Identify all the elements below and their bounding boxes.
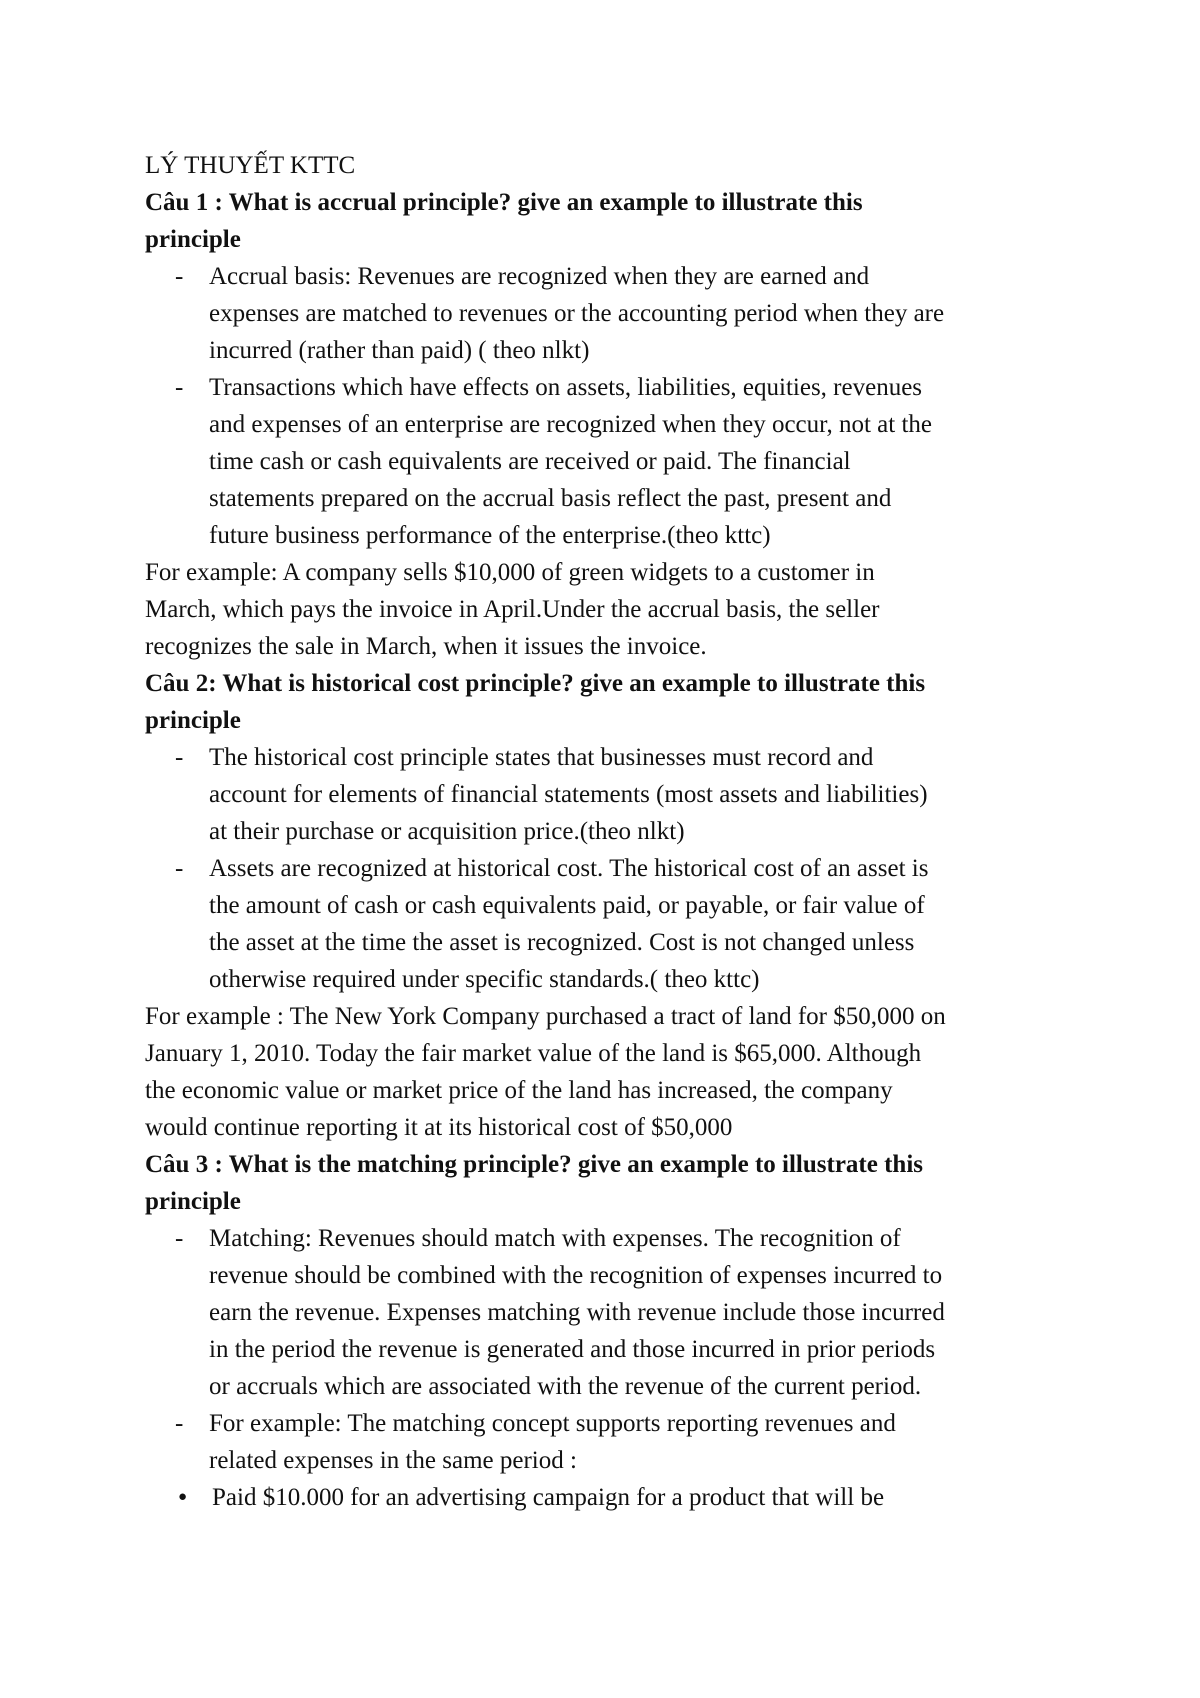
dash-marker: - [175,1410,184,1437]
dash-marker: - [175,374,184,401]
dash-marker: - [175,744,184,771]
question-3-heading: Câu 3 : What is the matching principle? give an example to illustrate this principle [145,1151,924,1215]
dash-marker: - [175,1225,184,1252]
document-body [145,147,1075,1516]
document-title: LÝ THUYẾT KTTC [145,152,356,179]
question-2-heading: Câu 2: What is historical cost principle? give an example to illustrate this principle [145,670,926,734]
question-1-heading: Câu 1 : What is accrual principle? give an example to illustrate this principle [145,189,863,253]
list-item: - Transactions which have effects on assets, liabilities, equities, revenues and expenses of an enterprise are recognized when they occur, not at the time cash or cash equivalents are received or paid. The financial statements prepared on the accrual basis reflect the past, present and future business performance of the enterprise.(theo kttc) [145,369,1075,554]
bullet-dot-icon: ● [178,1489,188,1505]
list-item: - Matching: Revenues should match with expenses. The recognition of revenue should be combined with the recognition of expenses incurred to earn the revenue. Expenses matching with revenue include those incurred in the period the revenue is generated and those incurred in prior periods or accruals which are associated with the revenue of the current period. [145,1220,1075,1405]
question-1-example: For example: A company sells $10,000 of green widgets to a customer in March, which pays the invoice in April.Under the accrual basis, the seller recognizes the sale in March, when it issues the invoice. [145,559,880,660]
dash-marker: - [175,263,184,290]
list-item: - For example: The matching concept supports reporting revenues and related expenses in the same period : [145,1405,1075,1479]
list-item: - Accrual basis: Revenues are recognized when they are earned and expenses are matched to revenues or the accounting period when they are incurred (rather than paid) ( theo nlkt) [145,258,1075,369]
list-item: - The historical cost principle states that businesses must record and account for elements of financial statements (most assets and liabilities) at their purchase or acquisition price.(theo nlkt) [145,739,1075,850]
list-item: - Assets are recognized at historical cost. The historical cost of an asset is the amount of cash or cash equivalents paid, or payable, or fair value of the asset at the time the asset is recognized. Cost is not changed unless otherwise required under specific standards.( theo kttc) [145,850,1075,998]
question-2-example: For example : The New York Company purchased a tract of land for $50,000 on January 1, 2010. Today the fair market value of the land is $65,000. Although the economic value or market price of the land has increased, the company would continue reporting it at its historical cost of $50,000 [145,1003,946,1141]
sub-list-item: ● Paid $10.000 for an advertising campaign for a product that will be [145,1479,1075,1516]
dash-marker: - [175,855,184,882]
